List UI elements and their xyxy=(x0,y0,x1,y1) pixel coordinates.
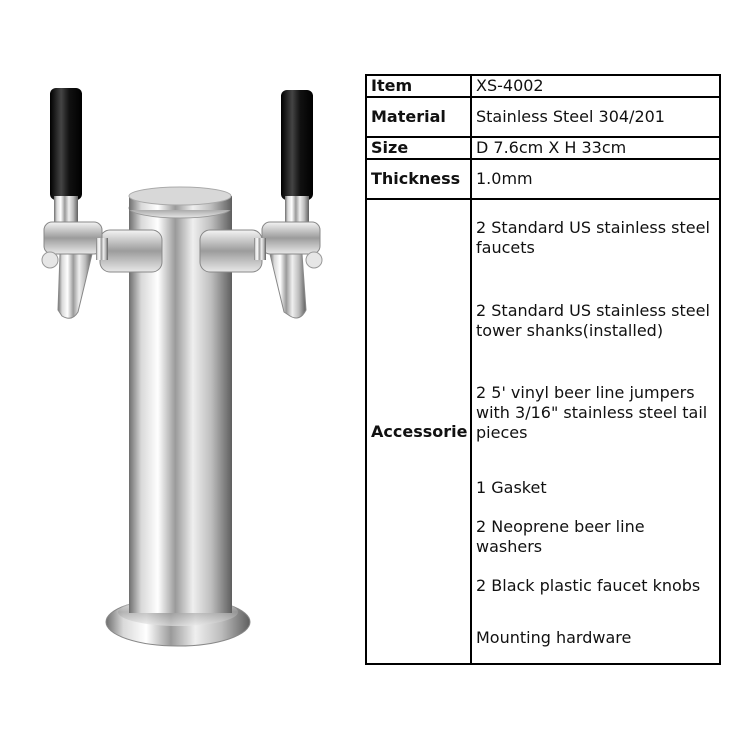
accessory-item: 2 Standard US stainless steel tower shanks(installed) xyxy=(476,301,710,340)
accessory-item: 2 5' vinyl beer line jumpers with 3/16" stainless steel tail pieces xyxy=(476,383,708,442)
right-faucet xyxy=(254,90,322,318)
beer-tower-image xyxy=(0,0,360,750)
material-label: Material xyxy=(366,97,471,137)
accessory-item: 2 Black plastic faucet knobs xyxy=(476,576,701,595)
accessories-value xyxy=(471,199,720,664)
spec-row-thickness xyxy=(366,159,720,199)
size-label: Size xyxy=(366,137,471,159)
left-faucet-knob xyxy=(50,88,82,200)
item-label: Item xyxy=(366,75,471,97)
material-value: Stainless Steel 304/201 xyxy=(471,97,720,137)
accessory-item: 2 Neoprene beer line washers xyxy=(476,517,645,556)
accessory-item: 2 Standard US stainless steel faucets xyxy=(476,218,710,257)
accessory-item: 1 Gasket xyxy=(476,478,547,497)
spec-row-accessories xyxy=(366,199,720,664)
item-value: XS-4002 xyxy=(471,75,720,97)
spec-row-size xyxy=(366,137,720,159)
size-value: D 7.6cm X H 33cm xyxy=(471,137,720,159)
thickness-value: 1.0mm xyxy=(471,159,720,199)
right-faucet-knob xyxy=(281,90,313,200)
left-faucet xyxy=(42,88,108,318)
spec-row-item xyxy=(366,75,720,97)
thickness-label: Thickness xyxy=(366,159,471,199)
accessory-item: Mounting hardware xyxy=(476,628,632,647)
spec-table xyxy=(365,74,721,665)
spec-row-material xyxy=(366,97,720,137)
accessories-label: Accessorie xyxy=(366,199,471,664)
